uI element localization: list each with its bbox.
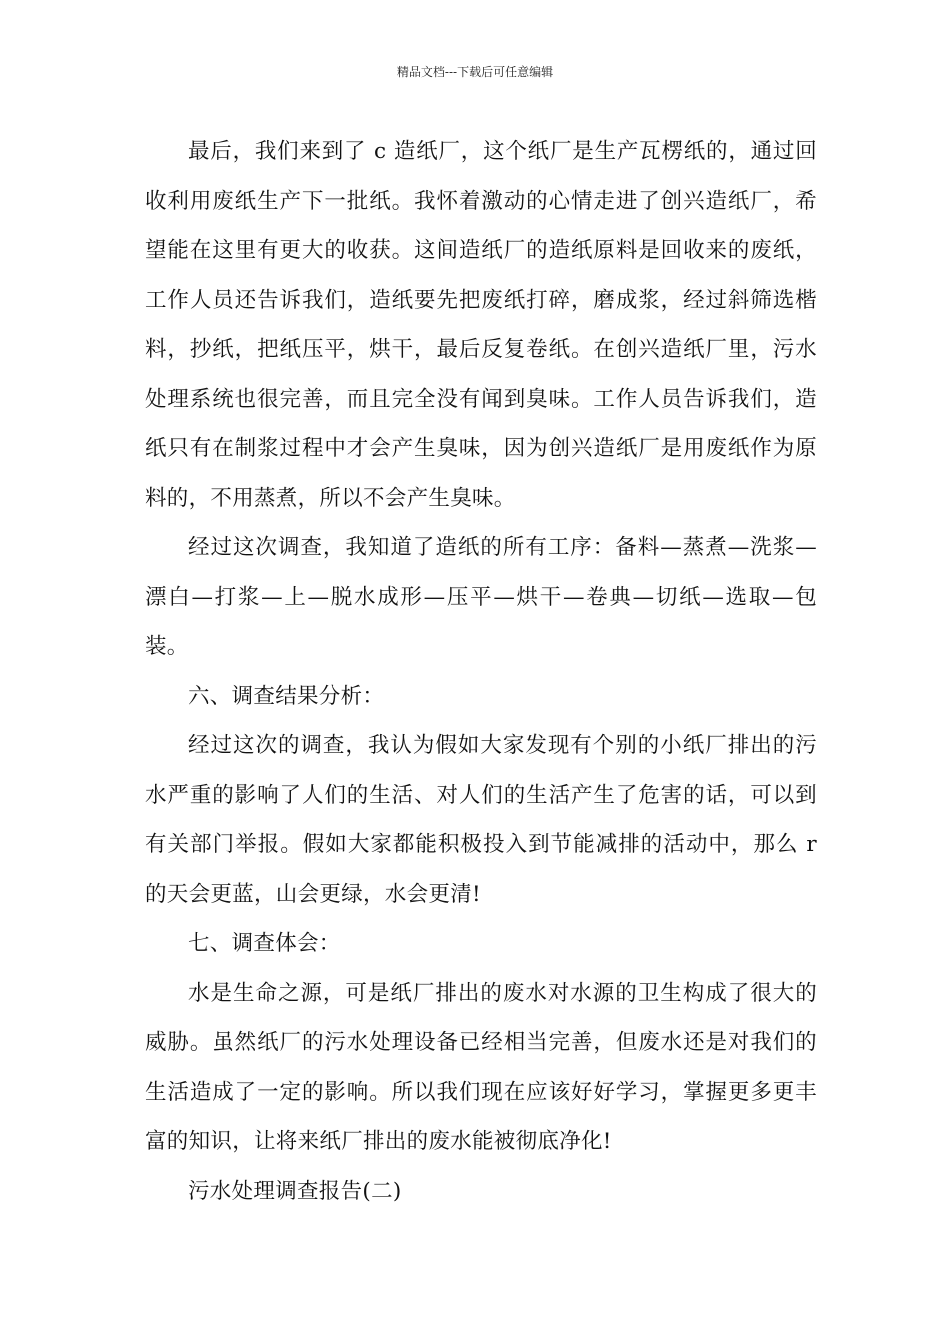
section-heading-reflection: 七、调查体会： (188, 931, 341, 956)
paragraph-analysis: 经过这次的调查，我认为假如大家发现有个别的小纸厂排出的污水严重的影响了人们的生活、对人们的生活产生了危害的话，可以到有关部门举报。假如大家都能积极投入到节能减排的活动中，那么 r 的天会更蓝，山会更绿，水会更清! (145, 733, 817, 907)
paragraph-paper-process: 经过这次调查，我知道了造纸的所有工序：备料—蒸煮—洗浆—漂白—打浆—上—脱水成形—压平—烘干—卷典—切纸—选取—包装。 (145, 535, 817, 659)
section-heading-analysis: 六、调查结果分析： (188, 683, 385, 709)
page-header: 精品文档---下载后可任意编辑 (396, 65, 554, 79)
paragraph-reflection: 水是生命之源，可是纸厂排出的废水对水源的卫生构成了很大的威胁。虽然纸厂的污水处理设备已经相当完善，但废水还是对我们的生活造成了一定的影响。所以我们现在应该好好学习，掌握更多更丰富的知识，让将来纸厂排出的废水能被彻底净化! (145, 980, 817, 1154)
report-title-part-two: 污水处理调查报告(二) (188, 1178, 402, 1204)
document-body (145, 127, 817, 1216)
paragraph-paper-mill-visit: 最后，我们来到了 c 造纸厂，这个纸厂是生产瓦楞纸的，通过回收利用废纸生产下一批纸。我怀着激动的心情走进了创兴造纸厂，希望能在这里有更大的收获。这间造纸厂的造纸原料是回收来的废纸，工作人员还告诉我们，造纸要先把废纸打碎，磨成浆，经过斜筛选楷料，抄纸，把纸压平，烘干，最后反复卷纸。在创兴造纸厂里，污水处理系统也很完善，而且完全没有闻到臭味。工作人员告诉我们，造纸只有在制浆过程中才会产生臭味，因为创兴造纸厂是用废纸作为原料的，不用蒸煮，所以不会产生臭味。 (145, 139, 817, 511)
